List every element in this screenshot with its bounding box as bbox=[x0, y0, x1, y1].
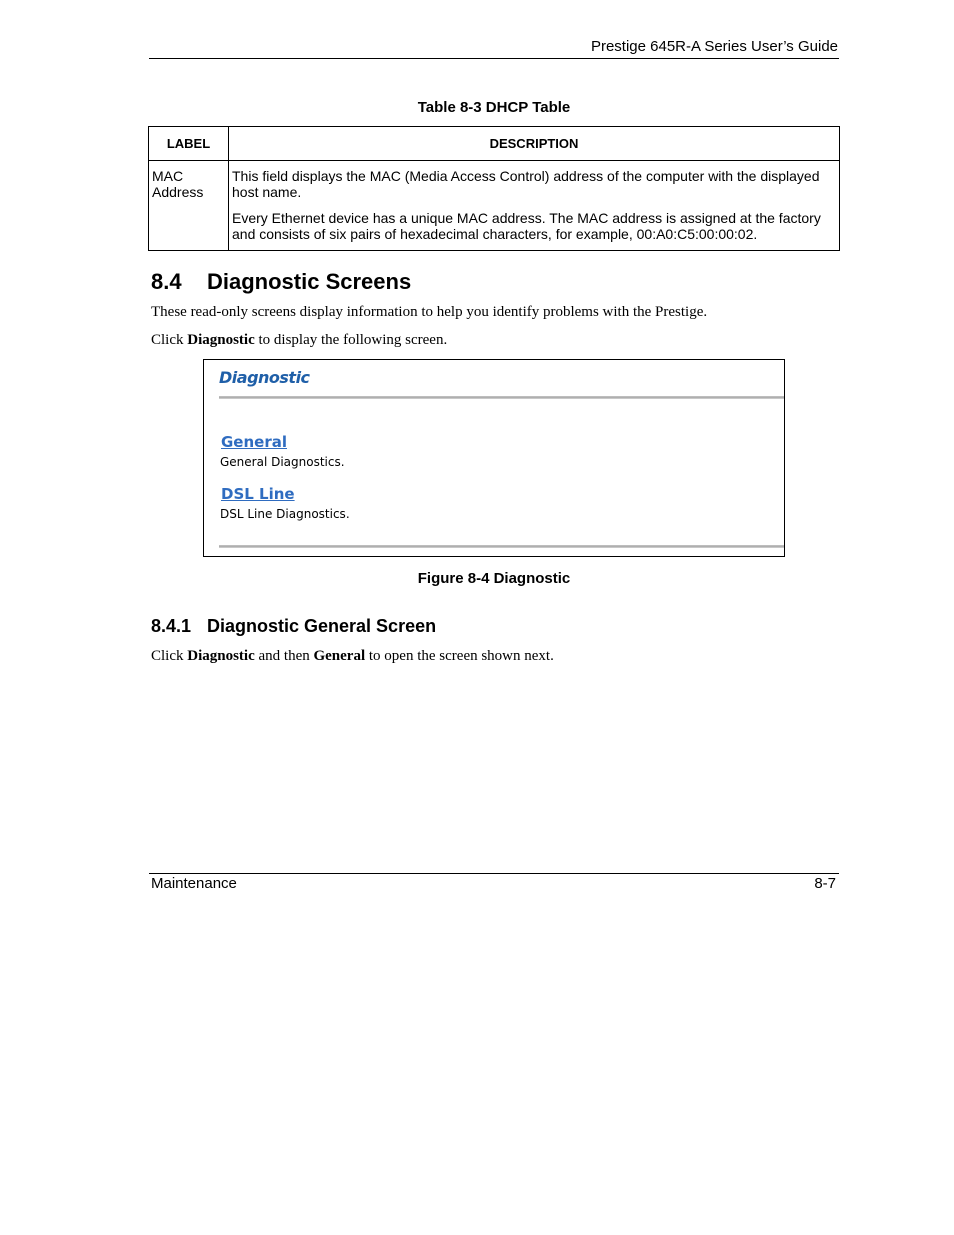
screen-title: Diagnostic bbox=[219, 368, 310, 387]
subsection-heading bbox=[151, 616, 436, 637]
title-divider bbox=[219, 396, 784, 399]
header-rule bbox=[149, 58, 839, 59]
subsection-title: Diagnostic General Screen bbox=[207, 616, 437, 636]
bold-term: General bbox=[313, 648, 366, 664]
general-link-description: General Diagnostics. bbox=[220, 455, 345, 469]
subsection-number: 8.4.1 bbox=[151, 616, 192, 636]
bold-term: Diagnostic bbox=[187, 332, 255, 348]
figure-caption: Figure 8-4 Diagnostic bbox=[417, 570, 571, 587]
footer-chapter: Maintenance bbox=[151, 875, 237, 892]
column-header-description: DESCRIPTION bbox=[229, 127, 840, 161]
dsl-line-link[interactable]: DSL Line bbox=[221, 485, 295, 503]
footer-rule bbox=[149, 873, 839, 874]
table-caption: Table 8-3 DHCP Table bbox=[417, 99, 571, 116]
running-header: Prestige 645R-A Series User’s Guide bbox=[590, 38, 838, 55]
bold-term: Diagnostic bbox=[187, 648, 255, 664]
table-row bbox=[149, 161, 840, 251]
section-heading bbox=[151, 269, 411, 295]
table-header-row bbox=[149, 127, 840, 161]
cell-description bbox=[229, 161, 840, 251]
description-paragraph: This field displays the MAC (Media Access Control) address of the computer with the displayed host name. bbox=[232, 168, 820, 200]
general-link[interactable]: General bbox=[221, 433, 287, 451]
diagnostic-screen-figure bbox=[203, 359, 785, 557]
section-number: 8.4 bbox=[151, 269, 182, 294]
section-instruction: Click Diagnostic to display the following screen. bbox=[151, 332, 448, 348]
dsl-line-link-description: DSL Line Diagnostics. bbox=[220, 507, 350, 521]
section-intro: These read-only screens display information to help you identify problems with the Prestige. bbox=[151, 304, 708, 320]
section-title: Diagnostic Screens bbox=[207, 269, 412, 294]
cell-label: MAC Address bbox=[149, 161, 229, 251]
description-paragraph: Every Ethernet device has a unique MAC address. The MAC address is assigned at the factory and consists of six pairs of hexadecimal characters, for example, 00:A0:C5:00:00:02. bbox=[232, 210, 821, 242]
page-number: 8-7 bbox=[814, 875, 836, 892]
subsection-text: Click Diagnostic and then General to open the screen shown next. bbox=[151, 648, 554, 664]
dhcp-table bbox=[148, 126, 840, 251]
column-header-label: LABEL bbox=[149, 127, 229, 161]
bottom-divider bbox=[219, 545, 784, 548]
